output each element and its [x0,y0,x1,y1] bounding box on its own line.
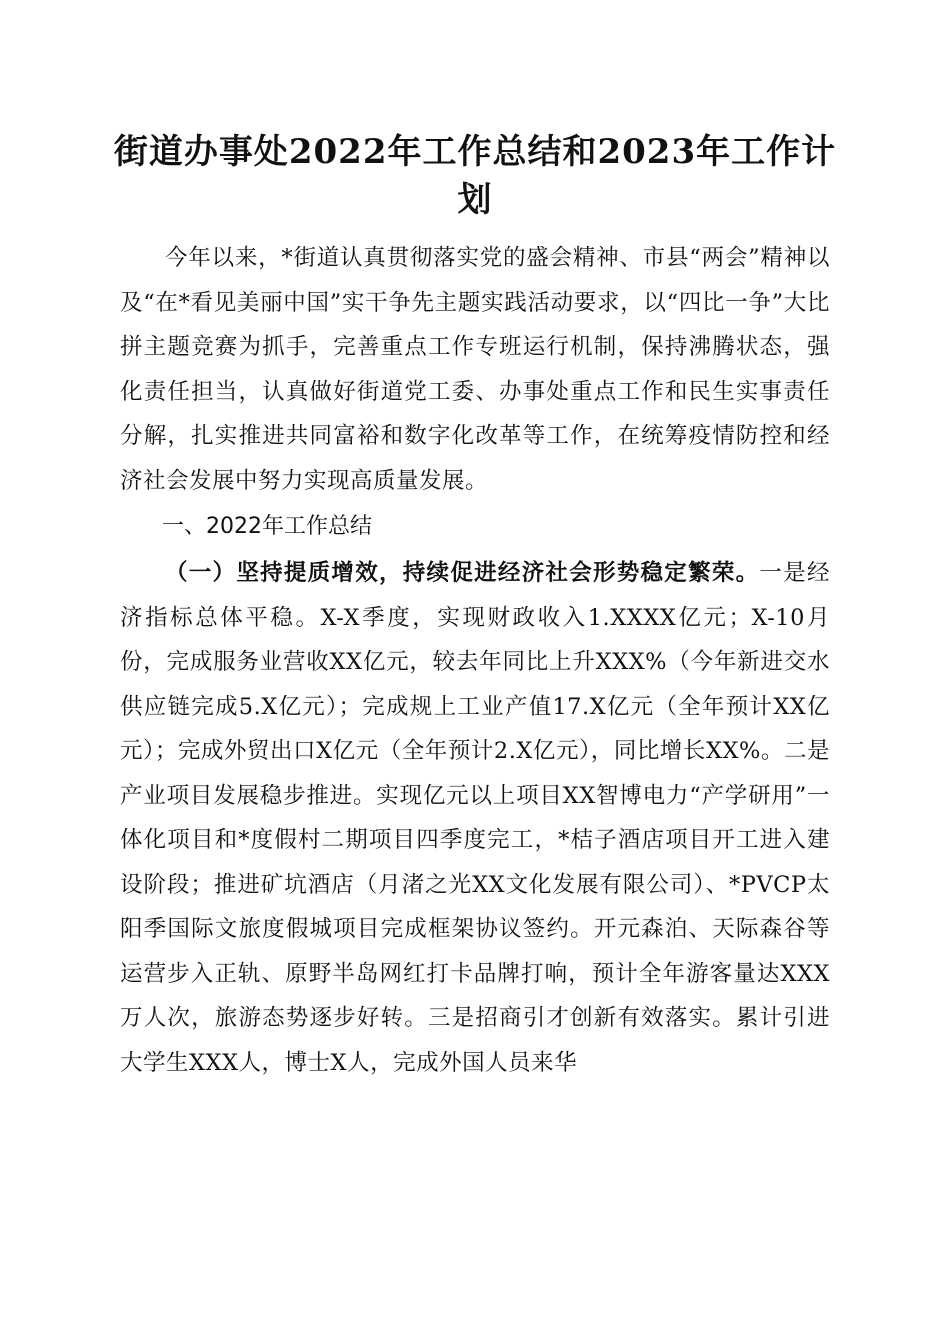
subsection-body-text: 一是经济指标总体平稳。X-X季度，实现财政收入1.XXXX亿元；X-10月份，完成服务业营收XX亿元，较去年同比上升XXX%（今年新进交水供应链完成5.X亿元）；完成规上工业产值17.X亿元（全年预计XX亿元）；完成外贸出口X亿元（全年预计2.X亿元），同比增长XX%。二是产业项目发展稳步推进。实现亿元以上项目XX智博电力“产学研用”一体化项目和*度假村二期项目四季度完工，*桔子酒店项目开工进入建设阶段；推进矿坑酒店（月渚之光XX文化发展有限公司）、*PVCP太阳季国际文旅度假城项目完成框架协议签约。开元森泊、天际森谷等运营步入正轨、原野半岛网红打卡品牌打响，预计全年游客量达XXX万人次，旅游态势逐步好转。三是招商引才创新有效落实。累计引进大学生XXX人，博士X人，完成外国人员来华 [120,560,830,1076]
document-title: 街道办事处2022年工作总结和2023年工作计划 [113,132,837,220]
subsection-lead: （一）坚持提质增效，持续促进经济社会形势稳定繁荣。 [165,560,760,586]
subsection-paragraph [120,551,830,1085]
document-body [120,236,830,1085]
intro-paragraph: 今年以来，*街道认真贯彻落实党的盛会精神、市县“两会”精神以及“在*看见美丽中国”实干争先主题实践活动要求，以“四比一争”大比拼主题竞赛为抓手，完善重点工作专班运行机制，保持沸腾状态，强化责任担当，认真做好街道党工委、办事处重点工作和民生实事责任分解，扎实推进共同富裕和数字化改革等工作，在统筹疫情防控和经济社会发展中努力实现高质量发展。 [120,245,830,494]
section-heading-2022-summary: 一、2022年工作总结 [162,514,372,539]
